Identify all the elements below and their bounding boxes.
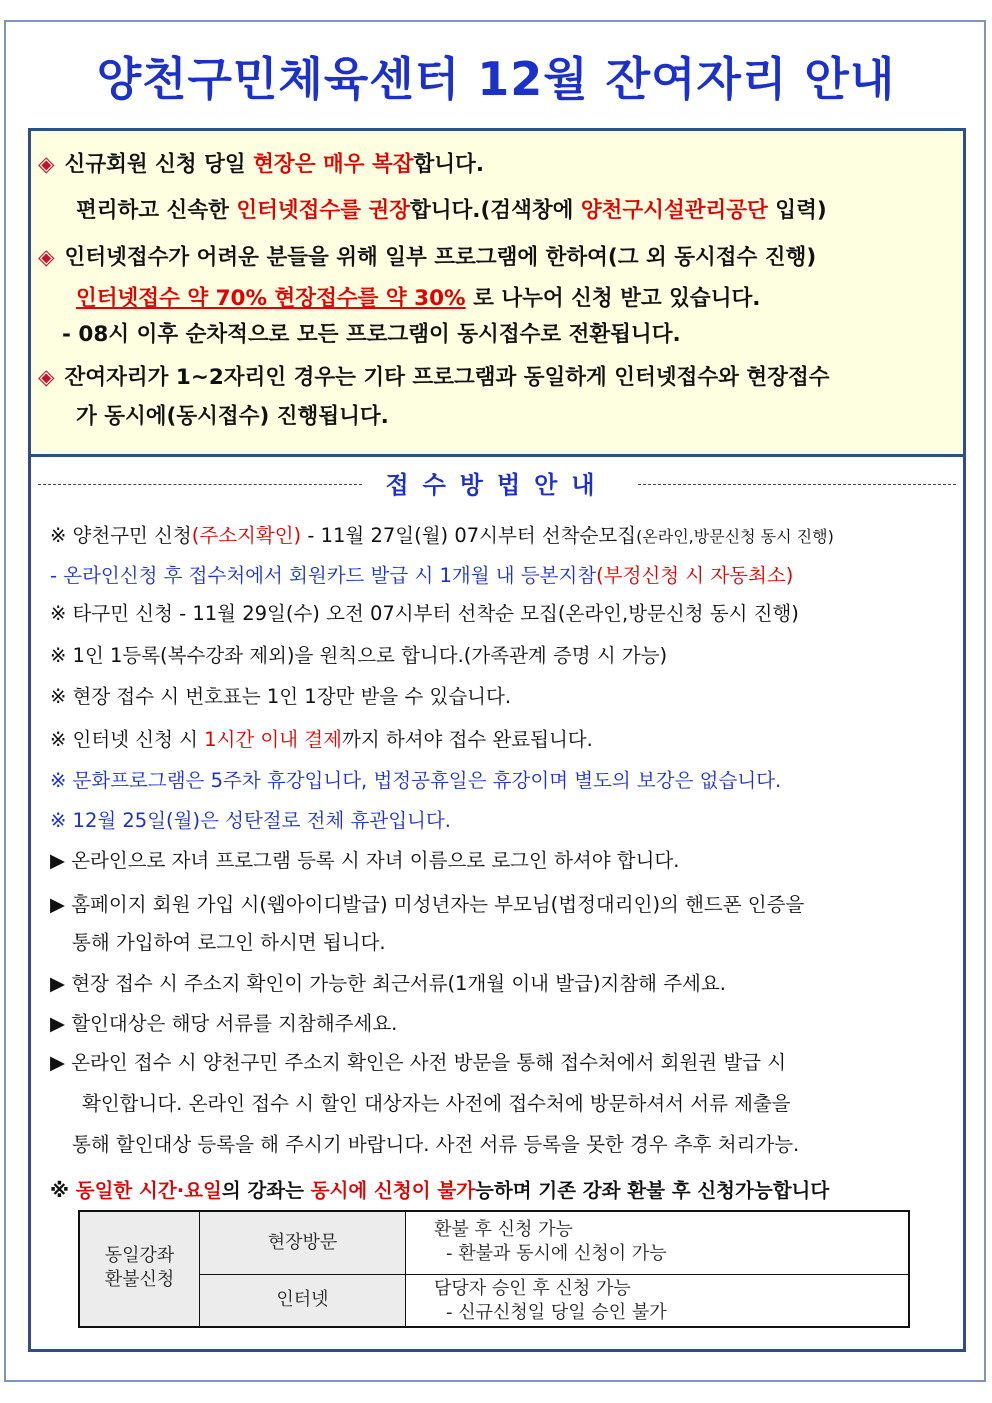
table-row-desc-onsite: 환불 후 신청 가능 - 환불과 동시에 신청이 가능 [406, 1218, 908, 1275]
method-line-17: ※ 동일한 시간·요일의 강좌는 동시에 신청이 불가능하며 기존 강좌 환불 후 신청가능합니다 [50, 1179, 830, 1202]
section-divider [31, 454, 963, 457]
diamond-bullet-icon: ◈ [38, 365, 55, 390]
method-line-10: ▶ 홈페이지 회원 가입 시(웹아이디발급) 미성년자는 부모님(법정대리인)의 핸드폰 인증을 [50, 893, 805, 916]
notice-line-2: 편리하고 신속한 인터넷접수를 권장합니다.(검색창에 양천구시설관리공단 입력) [76, 198, 827, 223]
method-line-9: ▶ 온라인으로 자녀 프로그램 등록 시 자녀 이름으로 로그인 하셔야 합니다. [50, 849, 680, 872]
notice-line-1: ◈ 신규회원 신청 당일 현장은 매우 복잡합니다. [38, 152, 484, 177]
notice-line-6: ◈ 잔여자리가 1~2자리인 경우는 기타 프로그램과 동일하게 인터넷접수와 현장접수 [38, 365, 830, 390]
method-line-16: 통해 할인대상 등록을 해 주시기 바랍니다. 사전 서류 등록을 못한 경우 추후 처리가능. [72, 1133, 800, 1156]
method-line-11: 통해 가입하여 로그인 하시면 됩니다. [72, 931, 386, 954]
method-heading-row [38, 470, 956, 500]
refund-table [78, 1210, 910, 1328]
notice-line-7: 가 동시에(동시접수) 진행됩니다. [76, 404, 389, 429]
table-row-desc-internet: 담당자 승인 후 신청 가능 - 신규신청일 당일 승인 불가 [434, 1278, 667, 1323]
method-line-8: ※ 12월 25일(월)은 성탄절로 전체 휴관입니다. [50, 809, 451, 832]
page-title: 양천구민체육센터 12월 잔여자리 안내 [96, 52, 896, 106]
dashed-rule-right [638, 484, 956, 485]
method-line-4: ※ 1인 1등록(복수강좌 제외)을 원칙으로 합니다.(가족관계 증명 시 가능) [50, 644, 668, 667]
table-row-label-onsite: 현장방문 [200, 1212, 406, 1275]
method-line-7: ※ 문화프로그램은 5주차 휴강입니다, 법정공휴일은 휴강이며 별도의 보강은 없습니다. [50, 769, 782, 792]
method-heading: 접수방법안내 [385, 471, 609, 499]
method-line-1: ※ 양천구민 신청(주소지확인) - 11월 27일(월) 07시부터 선착순모집(온라인,방문신청 동시 진행) [50, 524, 834, 547]
notice-line-5: - 08시 이후 순차적으로 모든 프로그램이 동시접수로 전환됩니다. [62, 322, 681, 347]
method-line-13: ▶ 할인대상은 해당 서류를 지참해주세요. [50, 1012, 398, 1035]
table-row-label-internet: 인터넷 [200, 1275, 406, 1326]
method-line-6: ※ 인터넷 신청 시 1시간 이내 결제까지 하셔야 접수 완료됩니다. [50, 728, 593, 751]
method-line-14: ▶ 온라인 접수 시 양천구민 주소지 확인은 사전 방문을 통해 접수처에서 회원권 발급 시 [50, 1051, 787, 1074]
notice-line-4: 인터넷접수 약 70% 현장접수를 약 30% 로 나누어 신청 받고 있습니다. [76, 286, 761, 311]
method-line-5: ※ 현장 접수 시 번호표는 1인 1장만 받을 수 있습니다. [50, 685, 512, 708]
method-line-12: ▶ 현장 접수 시 주소지 확인이 가능한 최근서류(1개월 이내 발급)지참해 주세요. [50, 972, 726, 995]
diamond-bullet-icon: ◈ [38, 152, 55, 177]
notice-line-3: ◈ 인터넷접수가 어려운 분들을 위해 일부 프로그램에 한하여(그 외 동시접수 진행) [38, 245, 817, 270]
table-head-cell: 동일강좌 환불신청 [80, 1212, 200, 1326]
method-line-3: ※ 타구민 신청 - 11월 29일(수) 오전 07시부터 선착순 모집(온라인,방문신청 동시 진행) [50, 602, 799, 625]
method-line-15: 확인합니다. 온라인 접수 시 할인 대상자는 사전에 접수처에 방문하셔서 서류 제출을 [82, 1092, 791, 1115]
method-line-2: - 온라인신청 후 접수처에서 회원카드 발급 시 1개월 내 등본지참(부정신청 시 자동최소) [50, 564, 794, 587]
diamond-bullet-icon: ◈ [38, 245, 55, 270]
